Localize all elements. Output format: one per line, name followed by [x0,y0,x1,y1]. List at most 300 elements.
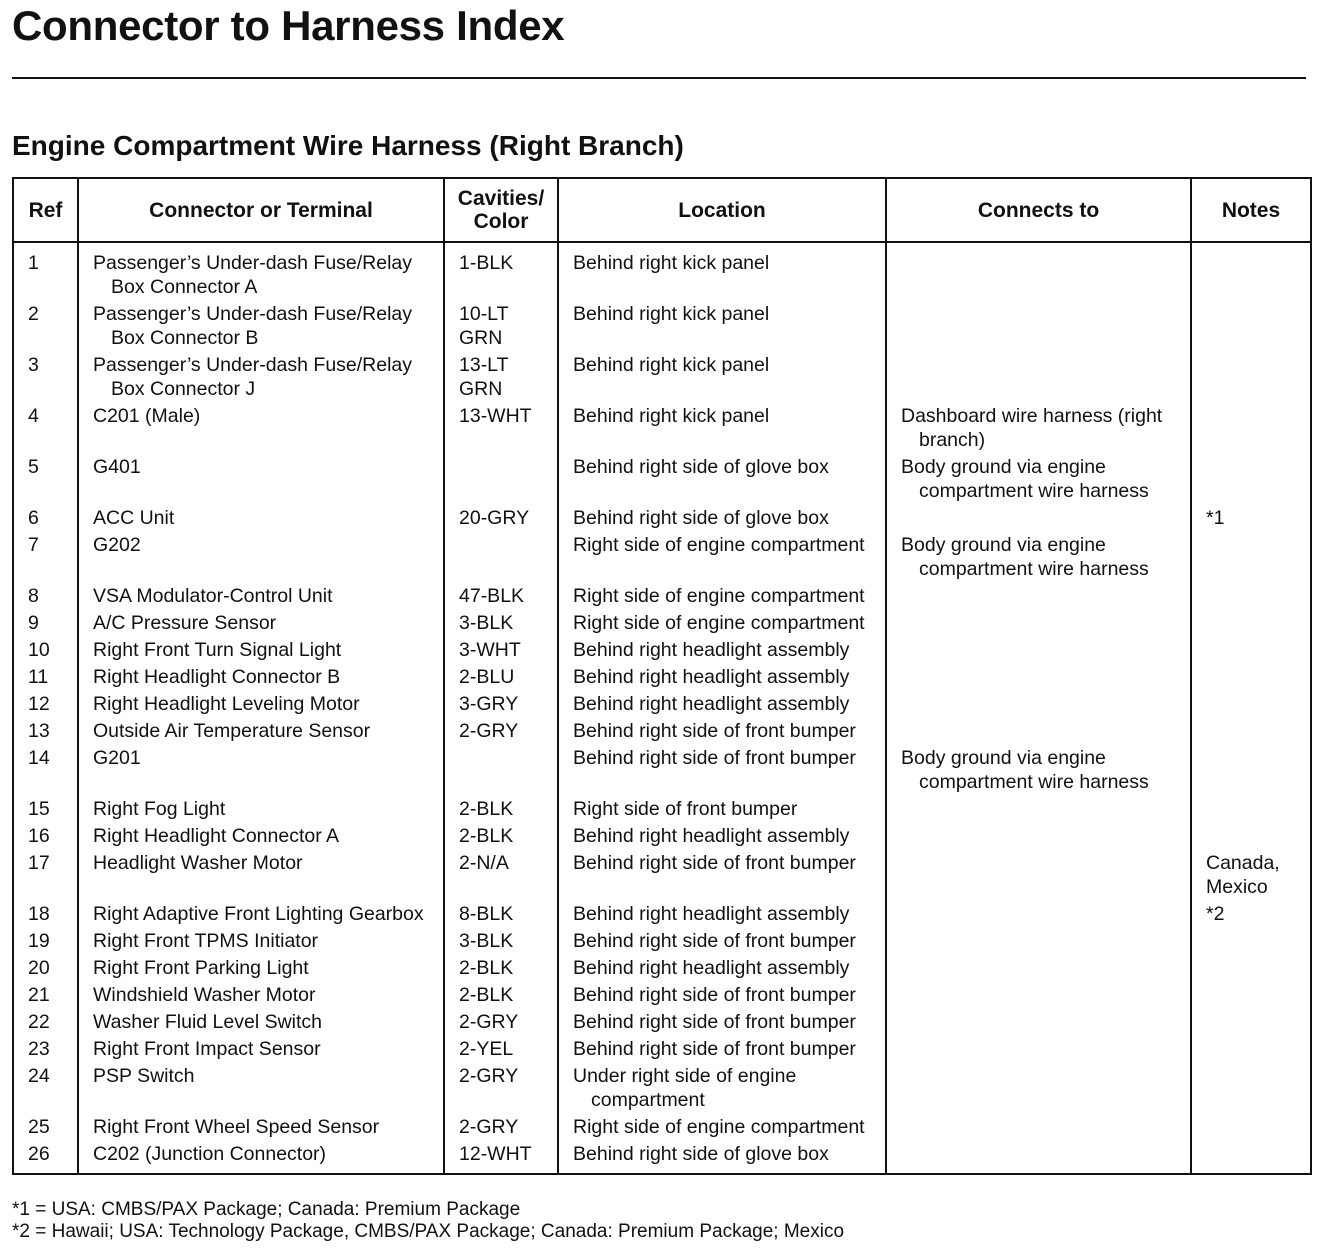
cell-cavities-text: 2-YEL [459,1038,514,1060]
cell-notes [1191,1115,1311,1142]
cell-cavities-text: 3-WHT [459,639,521,661]
header-notes: Notes [1191,178,1311,242]
cell-connector-text: Passenger’s Under-dash Fuse/Relay Box Connector B [93,303,413,349]
cell-location [558,902,886,929]
cell-cavities-text: 2-BLK [459,798,514,820]
table-row [13,533,1311,584]
table-row [13,719,1311,746]
cell-connector [78,1037,444,1064]
cell-notes-text [1206,746,1296,749]
cell-notes-text: Canada, Mexico [1206,852,1280,898]
cell-notes-text: *2 [1206,903,1225,925]
cell-cavities-text: 2-BLK [459,984,514,1006]
cell-connects-to-text [901,1010,1176,1013]
cell-connects-to [886,851,1191,902]
cell-cavities-text: 8-BLK [459,903,514,925]
cell-connects-to-text [901,584,1176,587]
cell-connects-to-text [901,611,1176,614]
cell-connects-to-text [901,902,1176,905]
cell-cavities-text [459,455,543,458]
cell-cavities-text: 2-BLK [459,825,514,847]
table-header-row [13,178,1311,242]
cell-cavities-text: 12-WHT [459,1143,532,1165]
cell-connects-to [886,665,1191,692]
cell-location-text: Behind right side of glove box [573,456,829,478]
cell-connects-to [886,1115,1191,1142]
table-row [13,506,1311,533]
table-row [13,902,1311,929]
cell-ref-text: 4 [28,405,39,427]
cell-cavities [444,1064,558,1115]
cell-connects-to [886,533,1191,584]
cell-notes [1191,824,1311,851]
cell-connector-text: Right Fog Light [93,798,226,820]
cell-connects-to-text [901,956,1176,959]
cell-connects-to [886,353,1191,404]
cell-cavities [444,824,558,851]
cell-ref [13,611,78,638]
table-row [13,692,1311,719]
table-row [13,1142,1311,1174]
cell-notes [1191,692,1311,719]
cell-notes-text [1206,929,1296,932]
cell-connects-to [886,455,1191,506]
cell-connector-text: G202 [93,534,141,556]
cell-notes [1191,797,1311,824]
cell-location-text: Behind right headlight assembly [573,825,850,847]
cell-cavities [444,1037,558,1064]
cell-cavities-text: 2-BLK [459,957,514,979]
cell-connector [78,797,444,824]
cell-ref [13,533,78,584]
cell-cavities [444,719,558,746]
cell-location-text: Right side of engine compartment [573,585,865,607]
cell-cavities-text [459,533,543,536]
cell-ref-text: 14 [28,747,50,769]
cell-location-text: Right side of engine compartment [573,534,865,556]
cell-notes-text [1206,584,1296,587]
cell-ref [13,506,78,533]
cell-notes-text [1206,797,1296,800]
cell-location-text: Behind right side of glove box [573,507,829,529]
cell-connector [78,611,444,638]
cell-cavities [444,797,558,824]
cell-location-text: Behind right kick panel [573,354,770,376]
cell-ref [13,584,78,611]
cell-connects-to-text: Body ground via engine compartment wire harness [901,534,1149,580]
cell-cavities [444,533,558,584]
cell-connector-text: Right Front Wheel Speed Sensor [93,1116,380,1138]
cell-location [558,824,886,851]
cell-ref [13,1142,78,1174]
cell-notes [1191,242,1311,302]
cell-ref [13,692,78,719]
cell-connector-text: Right Headlight Leveling Motor [93,693,360,715]
cell-ref [13,746,78,797]
cell-cavities-text: 2-GRY [459,1116,519,1138]
cell-notes [1191,746,1311,797]
cell-ref [13,353,78,404]
cell-cavities [444,611,558,638]
cell-notes [1191,404,1311,455]
header-cavities [444,178,558,242]
cell-connector-text: C202 (Junction Connector) [93,1143,327,1165]
cell-cavities [444,692,558,719]
cell-connector [78,956,444,983]
cell-cavities [444,302,558,353]
cell-connector [78,719,444,746]
cell-connects-to-text: Body ground via engine compartment wire harness [901,747,1149,793]
cell-ref-text: 13 [28,720,50,742]
cell-connects-to-text [901,797,1176,800]
cell-location-text: Behind right side of front bumper [573,930,856,952]
cell-location [558,611,886,638]
cell-location-text: Behind right headlight assembly [573,693,850,715]
cell-ref-text: 16 [28,825,50,847]
cell-connector [78,506,444,533]
cell-connects-to [886,824,1191,851]
cell-notes-text [1206,638,1296,641]
cell-cavities-text: 2-GRY [459,1011,519,1033]
table-row [13,851,1311,902]
cell-connects-to [886,506,1191,533]
cell-cavities-text: 2-BLU [459,666,515,688]
cell-connector [78,665,444,692]
cell-connector-text: Passenger’s Under-dash Fuse/Relay Box Connector A [93,252,413,298]
cell-location [558,665,886,692]
page-title: Connector to Harness Index [12,2,565,49]
cell-location-text: Behind right headlight assembly [573,666,850,688]
cell-location-text: Behind right headlight assembly [573,903,850,925]
cell-connector-text: Right Headlight Connector B [93,666,341,688]
cell-ref [13,665,78,692]
cell-connects-to-text [901,353,1176,356]
cell-connector [78,1064,444,1115]
cell-location [558,584,886,611]
cell-cavities [444,1142,558,1174]
cell-connects-to [886,719,1191,746]
cell-notes [1191,719,1311,746]
cell-connects-to-text [901,302,1176,305]
cell-connector-text: Windshield Washer Motor [93,984,316,1006]
cell-ref [13,824,78,851]
cell-ref-text: 5 [28,456,39,478]
cell-connector-text: C201 (Male) [93,405,201,427]
cell-connects-to-text [901,1115,1176,1118]
cell-connects-to [886,902,1191,929]
cell-connector [78,746,444,797]
cell-notes [1191,584,1311,611]
cell-connector [78,302,444,353]
cell-location [558,302,886,353]
cell-connector-text: Right Adaptive Front Lighting Gearbox [93,903,424,925]
cell-cavities-text: 1-BLK [459,252,514,274]
cell-connector-text: G201 [93,747,141,769]
cell-connector [78,902,444,929]
cell-cavities [444,902,558,929]
cell-connects-to-text [901,251,1176,254]
cell-notes [1191,1037,1311,1064]
cell-connector-text: Right Front Impact Sensor [93,1038,321,1060]
cell-connector [78,1115,444,1142]
cell-notes-text [1206,956,1296,959]
cell-location-text: Behind right headlight assembly [573,639,850,661]
cell-location [558,1064,886,1115]
cell-connector [78,824,444,851]
cell-connects-to-text [901,983,1176,986]
cell-connector [78,242,444,302]
section-title: Engine Compartment Wire Harness (Right Branch) [12,130,684,161]
cell-connector [78,404,444,455]
cell-cavities-text: 47-BLK [459,585,525,607]
cell-location-text: Behind right side of front bumper [573,747,856,769]
cell-connector [78,353,444,404]
cell-cavities [444,353,558,404]
cell-notes [1191,665,1311,692]
cell-cavities-text: 13-LT GRN [459,354,509,400]
cell-connector [78,638,444,665]
table-row [13,797,1311,824]
cell-location [558,983,886,1010]
cell-cavities-text: 13-WHT [459,405,532,427]
cell-ref-text: 22 [28,1011,50,1033]
cell-connects-to-text: Body ground via engine compartment wire harness [901,456,1149,502]
cell-ref-text: 7 [28,534,39,556]
cell-connects-to-text [901,929,1176,932]
cell-notes [1191,983,1311,1010]
header-connector: Connector or Terminal [78,178,444,242]
cell-location-text: Right side of engine compartment [573,612,865,634]
cell-notes [1191,956,1311,983]
cell-connector-text: Right Front Turn Signal Light [93,639,342,661]
cell-location-text: Behind right headlight assembly [573,957,850,979]
cell-notes-text [1206,719,1296,722]
cell-location [558,638,886,665]
cell-connects-to-text [901,692,1176,695]
table-body [13,242,1311,1174]
cell-connects-to-text [901,1037,1176,1040]
cell-notes [1191,302,1311,353]
table-row [13,983,1311,1010]
table-row [13,242,1311,302]
cell-cavities [444,1115,558,1142]
cell-ref-text: 26 [28,1143,50,1165]
cell-ref [13,242,78,302]
cell-ref-text: 17 [28,852,50,874]
cell-location-text: Behind right side of front bumper [573,984,856,1006]
cell-connects-to [886,797,1191,824]
cell-connector [78,1142,444,1174]
cell-notes [1191,638,1311,665]
cell-ref [13,956,78,983]
cell-cavities-text: 2-GRY [459,1065,519,1087]
cell-ref-text: 20 [28,957,50,979]
connector-index-table [12,177,1312,1175]
cell-ref-text: 21 [28,984,50,1006]
cell-connects-to-text [901,719,1176,722]
cell-location [558,929,886,956]
cell-notes-text [1206,302,1296,305]
cell-connects-to-text: Dashboard wire harness (right branch) [901,405,1163,451]
cell-location [558,1010,886,1037]
cell-ref [13,851,78,902]
table-row [13,746,1311,797]
cell-connector-text: Headlight Washer Motor [93,852,303,874]
cell-connector-text: PSP Switch [93,1065,195,1087]
cell-connector-text: Right Front TPMS Initiator [93,930,319,952]
cell-notes-text [1206,983,1296,986]
header-location: Location [558,178,886,242]
cell-location-text: Behind right side of glove box [573,1143,829,1165]
cell-cavities-text: 10-LT GRN [459,303,509,349]
cell-cavities [444,1010,558,1037]
cell-connects-to [886,1142,1191,1174]
cell-connector [78,455,444,506]
cell-notes [1191,1064,1311,1115]
cell-ref [13,1115,78,1142]
table-row [13,353,1311,404]
cell-location-text: Behind right side of front bumper [573,1038,856,1060]
cell-ref [13,638,78,665]
cell-location [558,1115,886,1142]
cell-notes-text [1206,1037,1296,1040]
cell-connector [78,929,444,956]
cell-ref [13,455,78,506]
cell-notes-text [1206,533,1296,536]
cell-ref-text: 11 [28,666,49,688]
cell-location-text: Behind right kick panel [573,405,770,427]
cell-notes-text [1206,611,1296,614]
cell-connects-to [886,1064,1191,1115]
cell-connects-to [886,404,1191,455]
cell-notes-text [1206,353,1296,356]
cell-location [558,692,886,719]
cell-connector-text: Outside Air Temperature Sensor [93,720,371,742]
cell-location [558,719,886,746]
cell-ref-text: 3 [28,354,39,376]
cell-connector [78,1010,444,1037]
table-row [13,1037,1311,1064]
cell-notes-text [1206,824,1296,827]
cell-notes [1191,851,1311,902]
cell-connects-to-text [901,506,1176,509]
cell-location [558,455,886,506]
cell-cavities-text: 2-GRY [459,720,519,742]
cell-cavities-text: 2-N/A [459,852,509,874]
cell-cavities-text [459,746,543,749]
cell-location-text: Under right side of engine compartment [573,1065,797,1111]
cell-connects-to [886,1010,1191,1037]
cell-connects-to-text [901,665,1176,668]
cell-connector [78,584,444,611]
cell-notes-text [1206,455,1296,458]
cell-cavities [444,242,558,302]
cell-ref-text: 19 [28,930,50,952]
cell-ref-text: 10 [28,639,50,661]
cell-connects-to [886,929,1191,956]
cell-cavities [444,638,558,665]
cell-cavities [444,746,558,797]
cell-notes-text [1206,1115,1296,1118]
cell-cavities [444,665,558,692]
cell-notes-text [1206,1064,1296,1067]
cell-ref-text: 8 [28,585,39,607]
cell-notes-text [1206,692,1296,695]
cell-ref-text: 25 [28,1116,50,1138]
table-row [13,1115,1311,1142]
cell-connects-to-text [901,638,1176,641]
cell-cavities [444,584,558,611]
cell-connector [78,851,444,902]
cell-ref-text: 1 [28,252,39,274]
cell-cavities [444,983,558,1010]
header-ref: Ref [13,178,78,242]
cell-connector-text: G401 [93,456,141,478]
cell-notes-text [1206,1142,1296,1145]
table-row [13,956,1311,983]
table-row [13,638,1311,665]
cell-ref-text: 12 [28,693,50,715]
cell-notes [1191,611,1311,638]
cell-cavities [444,455,558,506]
cell-cavities [444,506,558,533]
cell-cavities [444,404,558,455]
footnote-1: *1 = USA: CMBS/PAX Package; Canada: Premium Package [12,1199,521,1220]
header-cavities-line1: Cavities/ [457,187,545,210]
cell-connector [78,983,444,1010]
cell-location [558,851,886,902]
cell-ref [13,983,78,1010]
cell-notes [1191,506,1311,533]
cell-ref [13,302,78,353]
table-row [13,404,1311,455]
cell-connects-to-text [901,1142,1176,1145]
cell-location-text: Right side of engine compartment [573,1116,865,1138]
cell-connects-to [886,242,1191,302]
cell-cavities [444,851,558,902]
header-cavities-line2: Color [473,210,529,233]
cell-notes-text [1206,1010,1296,1013]
cell-notes [1191,533,1311,584]
cell-ref [13,719,78,746]
cell-location [558,353,886,404]
cell-location-text: Behind right side of front bumper [573,1011,856,1033]
cell-ref [13,1037,78,1064]
table-row [13,302,1311,353]
cell-location [558,797,886,824]
cell-ref [13,929,78,956]
cell-location [558,404,886,455]
cell-notes [1191,353,1311,404]
cell-connects-to [886,302,1191,353]
cell-connects-to [886,956,1191,983]
cell-notes-text: *1 [1206,507,1225,529]
cell-notes-text [1206,251,1296,254]
table-row [13,1064,1311,1115]
table-row [13,611,1311,638]
cell-notes [1191,929,1311,956]
cell-cavities-text: 3-BLK [459,612,514,634]
cell-ref [13,1064,78,1115]
cell-location-text: Right side of front bumper [573,798,798,820]
header-connects-to: Connects to [886,178,1191,242]
title-divider [12,77,1306,79]
cell-ref-text: 9 [28,612,39,634]
cell-connector-text: A/C Pressure Sensor [93,612,277,634]
cell-location [558,506,886,533]
cell-ref [13,902,78,929]
cell-cavities [444,956,558,983]
